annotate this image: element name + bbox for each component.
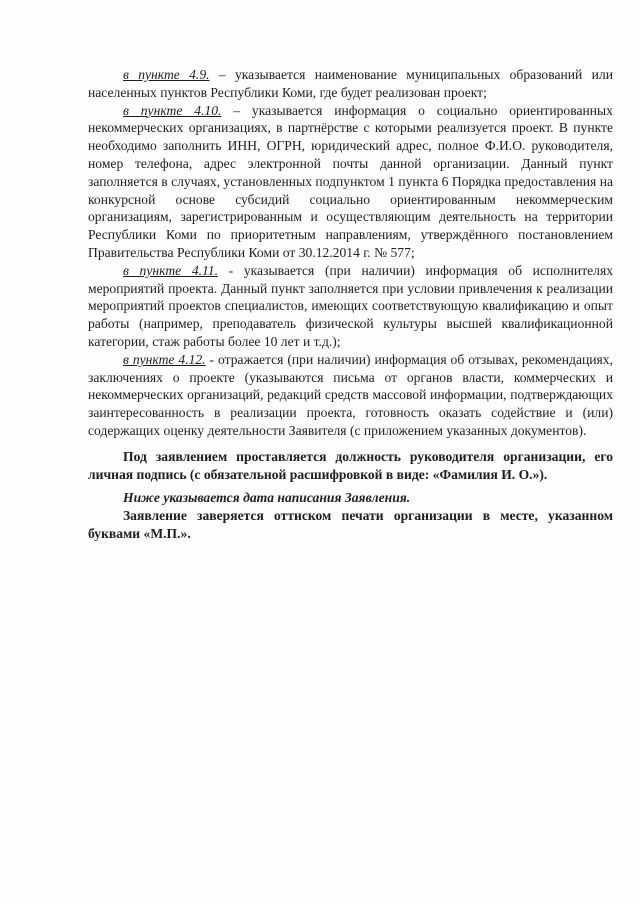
- paragraph-text: – указывается наименование муниципальных образований или населенных пунктов Республики Коми, где будет реализован проект;: [88, 67, 613, 100]
- paragraph-text: - указывается (при наличии) информация об исполнителях мероприятий проекта. Данный пункт заполняется при условии привлечения к реализации мероприятий проектов специалистов, имеющих соответствующую квалификацию и опыт работы (например, преподаватель физической культуры высшей квалификационной категории, стаж работы более 10 лет и т.д.);: [88, 262, 614, 349]
- paragraph-point-4-11: [88, 262, 613, 351]
- paragraph-text: – указывается информация о социально ориентированных некоммерческих организациях, в партнёрстве с которыми реализуется проект. В пункте необходимо заполнить ИНН, ОГРН, юридический адрес, полное Ф.И.О. руководителя, номер телефона, адрес электронной почты данной организации. Данный пункт заполняется в случаях, установленных подпунктом 1 пункта 6 Порядка предоставления на конкурсной основе субсидий социально ориентированным некоммерческим организациям, зарегистрированным и осуществляющим деятельность на территории Республики Коми по приоритетным направлениям, утверждённого постановлением Правительства Республики Коми от 30.12.2014 г. № 577;: [88, 102, 613, 260]
- paragraph-text: - отражается (при наличии) информация об отзывах, рекомендациях, заключениях о проекте (указываются письма от органов власти, коммерческих и некоммерческих организаций, редакций средств массовой информации, подтверждающих заинтересованность в реализации проекта, готовность оказать содействие и (или) содержащих оценку деятельности Заявителя (с приложением указанных документов).: [88, 351, 613, 438]
- paragraph-point-4-10: [88, 102, 613, 262]
- point-reference-4-11: в пункте 4.11.: [123, 262, 219, 278]
- signature-instruction: Под заявлением проставляется должность руководителя организации, его личная подпись (с обязательной расшифровкой в виде: «Фамилия И. О.»).: [88, 448, 613, 482]
- point-reference-4-12: в пункте 4.12.: [123, 351, 206, 367]
- date-instruction: Ниже указывается дата написания Заявления.: [123, 490, 411, 506]
- paragraph-point-4-9: [88, 66, 613, 102]
- stamp-instruction: Заявление заверяется оттиском печати организации в месте, указанном буквами «М.П.».: [88, 508, 613, 541]
- document-body: [88, 66, 613, 543]
- point-reference-4-10: в пункте 4.10.: [123, 102, 222, 118]
- paragraph-point-4-12: [88, 351, 613, 440]
- point-reference-4-9: в пункте 4.9.: [123, 67, 210, 82]
